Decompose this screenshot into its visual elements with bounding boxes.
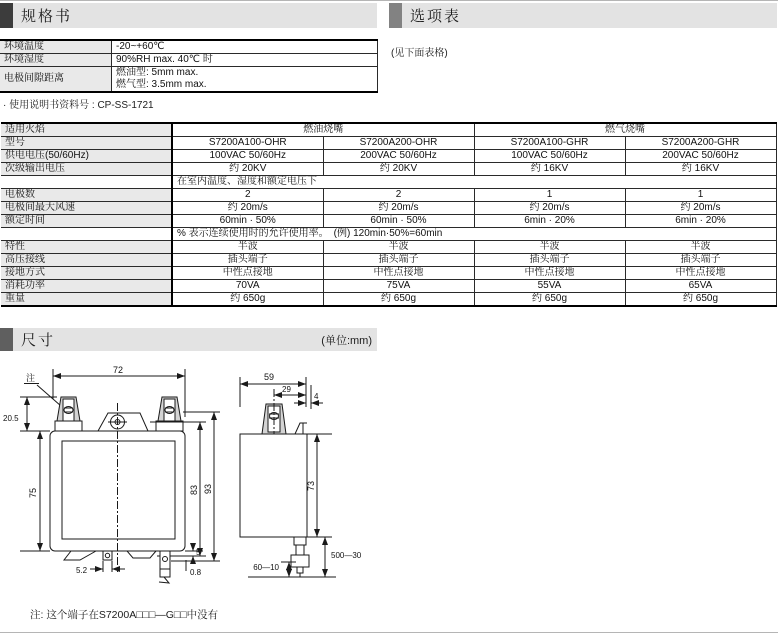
dim-gap-0-8: 0.8 [190, 568, 202, 577]
dim-body-75: 75 [28, 487, 38, 499]
cell: 约 20m/s [625, 202, 776, 215]
table-row [1, 176, 776, 189]
row-label-empty [1, 228, 172, 241]
cell: 70VA [172, 280, 323, 293]
dim-width-72: 72 [113, 365, 124, 375]
cell: 约 20m/s [323, 202, 474, 215]
cell: 75VA [323, 280, 474, 293]
row-label: 特性 [1, 241, 172, 254]
header-square-icon [0, 328, 13, 351]
cell: 插头端子 [172, 254, 323, 267]
table-row [1, 202, 776, 215]
table-row [0, 40, 378, 54]
cell: S7200A100-GHR [474, 137, 625, 150]
table-row [1, 241, 776, 254]
table-row [1, 228, 776, 241]
cell: 半波 [323, 241, 474, 254]
cell: 半波 [474, 241, 625, 254]
section-title-spec: 规格书 [21, 8, 73, 25]
cell: 90%RH max. 40℃ 时 [112, 54, 378, 67]
cell [112, 67, 378, 93]
row-label: 重量 [1, 293, 172, 307]
row-label: 电极数 [1, 189, 172, 202]
row-label: 接地方式 [1, 267, 172, 280]
options-note: (见下面表格) [391, 48, 448, 59]
front-view [3, 365, 220, 583]
cell: 60min · 50% [323, 215, 474, 228]
dim-side-59: 59 [264, 372, 275, 382]
dim-terminal-60-10: 60—10 [253, 563, 279, 572]
cell: 6min · 20% [625, 215, 776, 228]
table-row [1, 163, 776, 176]
cell-line: 燃气型: 3.5mm max. [116, 79, 207, 90]
table-row [1, 137, 776, 150]
cell: 燃油烧嘴 [172, 123, 474, 137]
table-row [0, 67, 378, 93]
header-square-icon [0, 3, 13, 28]
cell: 2 [323, 189, 474, 202]
table-row [1, 280, 776, 293]
header-square-icon [389, 3, 402, 28]
cell: 约 650g [323, 293, 474, 307]
cell: 约 20KV [172, 163, 323, 176]
row-label: 次级输出电压 [1, 163, 172, 176]
table-row [1, 189, 776, 202]
cell: 1 [474, 189, 625, 202]
dim-side-4: 4 [314, 392, 319, 401]
dim-side-29: 29 [282, 385, 291, 394]
table-row [1, 254, 776, 267]
dim-height-93: 93 [203, 483, 213, 495]
row-label: 适用火焰 [1, 123, 172, 137]
cell: 约 650g [625, 293, 776, 307]
section-title-dimensions: 尺寸 [21, 332, 56, 349]
dim-height-83: 83 [189, 484, 199, 496]
cell: S7200A200-OHR [323, 137, 474, 150]
section-header-dimensions [0, 328, 377, 351]
cell: S7200A100-OHR [172, 137, 323, 150]
cell-note: 在室内温度、湿度和额定电压下 [172, 176, 776, 189]
terminal-footnote: 注: 这个端子在S7200A□□□—G□□中没有 [30, 609, 219, 621]
row-label: 供电电压(50/60Hz) [1, 150, 172, 163]
table-row [1, 123, 776, 137]
cell-note: % 表示连续使用时的允许使用率。 (例) 120min·50%=60min [172, 228, 776, 241]
cell: 插头端子 [625, 254, 776, 267]
row-label: 额定时间 [1, 215, 172, 228]
row-label: 环境温度 [0, 40, 112, 54]
cell: 1 [625, 189, 776, 202]
cell: 100VAC 50/60Hz [474, 150, 625, 163]
table-row [0, 54, 378, 67]
cell: 200VAC 50/60Hz [625, 150, 776, 163]
cell: 约 650g [474, 293, 625, 307]
cell: 约 650g [172, 293, 323, 307]
cell: 半波 [172, 241, 323, 254]
row-label: 电极间隙距离 [0, 67, 112, 93]
manual-doc-number-note: · 使用说明书资料号 : CP-SS-1721 [3, 100, 154, 111]
environment-spec-table [0, 39, 378, 93]
cell: 2 [172, 189, 323, 202]
cell: 约 20m/s [172, 202, 323, 215]
dimension-drawing [0, 359, 778, 599]
section-header-spec [0, 3, 377, 28]
dim-side-73: 73 [306, 480, 316, 492]
cell: 插头端子 [474, 254, 625, 267]
row-label-empty [1, 176, 172, 189]
table-row [1, 215, 776, 228]
cell: 6min · 20% [474, 215, 625, 228]
cell: 燃气烧嘴 [474, 123, 776, 137]
cell: 60min · 50% [172, 215, 323, 228]
cell-line: 燃油型: 5mm max. [116, 67, 199, 78]
dim-lead-500-30: 500—30 [331, 551, 362, 560]
row-label: 消耗功率 [1, 280, 172, 293]
cell: 约 20m/s [474, 202, 625, 215]
cell: 插头端子 [323, 254, 474, 267]
cell: 65VA [625, 280, 776, 293]
cell: 200VAC 50/60Hz [323, 150, 474, 163]
cell: 中性点接地 [323, 267, 474, 280]
drawing-note-label: 注 [26, 373, 36, 383]
dim-tab-5-2: 5.2 [76, 566, 88, 575]
cell: -20~+60℃ [112, 40, 378, 54]
model-spec-table [1, 122, 777, 307]
cell: 约 16KV [474, 163, 625, 176]
table-row [1, 267, 776, 280]
cell: 100VAC 50/60Hz [172, 150, 323, 163]
row-label: 电极间最大风速 [1, 202, 172, 215]
row-label: 高压接线 [1, 254, 172, 267]
cell: 约 20KV [323, 163, 474, 176]
cell: 中性点接地 [172, 267, 323, 280]
cell: 中性点接地 [474, 267, 625, 280]
unit-label: (单位:mm) [321, 334, 372, 347]
cell: S7200A200-GHR [625, 137, 776, 150]
cell: 中性点接地 [625, 267, 776, 280]
dim-upper-20-5: 20.5 [3, 414, 19, 423]
cell: 约 16KV [625, 163, 776, 176]
cell: 55VA [474, 280, 625, 293]
row-label: 型号 [1, 137, 172, 150]
row-label: 环境湿度 [0, 54, 112, 67]
section-header-options [389, 3, 777, 28]
table-row [1, 150, 776, 163]
dim-gap-5: 5 [196, 548, 201, 557]
table-row [1, 293, 776, 307]
cell: 半波 [625, 241, 776, 254]
section-title-options: 选项表 [410, 8, 462, 25]
side-view [240, 372, 362, 577]
